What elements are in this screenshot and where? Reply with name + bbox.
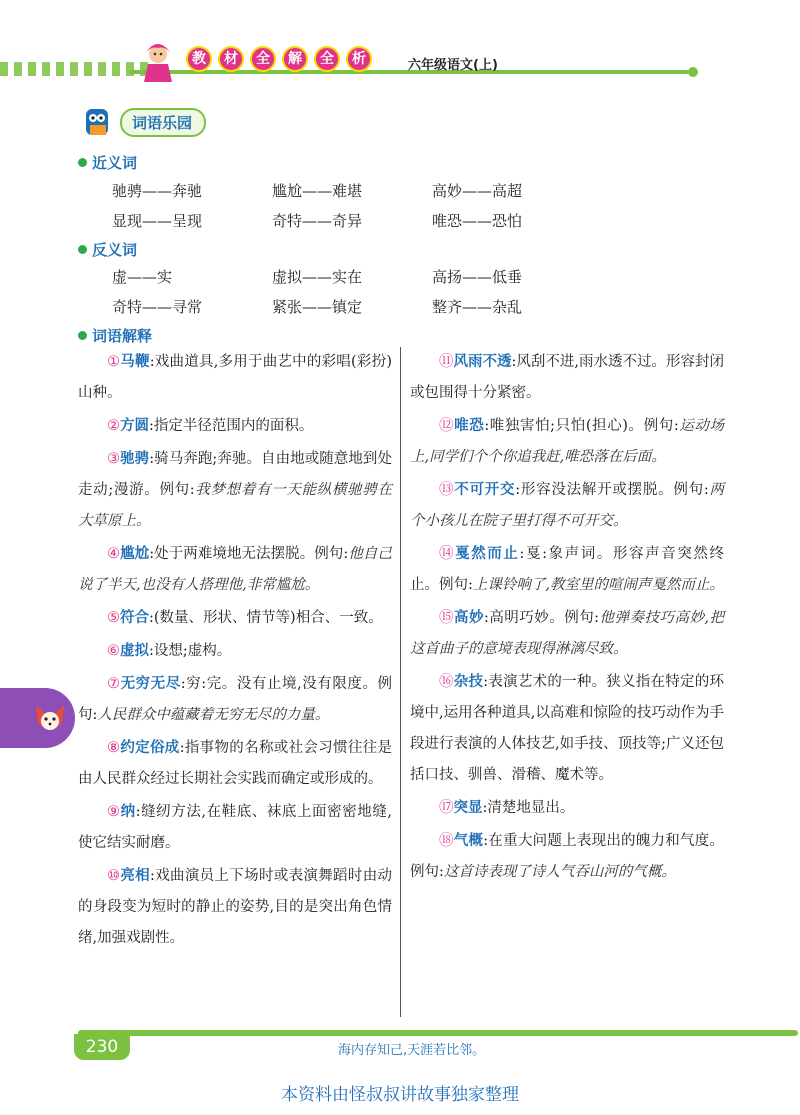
entry-definition: :设想;虚构。: [149, 643, 232, 659]
word-pair: 高妙——高超: [432, 182, 523, 200]
antonym-pairs: [112, 266, 672, 317]
entry-number: ⑫: [439, 418, 455, 434]
title-char: 解: [282, 46, 308, 72]
entry-definition: :风刮不进,雨水透不过。形容封闭或包围得十分紧密。: [410, 354, 724, 401]
word-pair: 紧张——镇定: [272, 298, 363, 316]
term-entry: [410, 475, 724, 537]
entry-example: 两个小孩儿在院子里打得不可开交。: [410, 482, 724, 529]
owl-mascot-icon: [82, 105, 116, 139]
explanations-heading-text: 词语解释: [92, 327, 153, 345]
entry-definition: :(数量、形状、情节等)相合、一致。: [149, 610, 383, 626]
grade-label: 六年级语文(上): [408, 58, 498, 73]
page-header: [0, 0, 800, 110]
title-char: 材: [218, 46, 244, 72]
entry-number: ⑨: [107, 804, 121, 820]
entry-number: ④: [107, 546, 121, 562]
word-pair: 尴尬——难堪: [272, 182, 363, 200]
entry-example: 我梦想着有一天能纵横驰骋在大草原上。: [78, 482, 392, 529]
title-char: 全: [314, 46, 340, 72]
entry-definition: :骑马奔跑;奔驰。自由地或随意地到处走动;漫游。例句:: [78, 451, 392, 498]
term-entry: [410, 603, 724, 665]
bullet-icon: [78, 158, 87, 167]
entry-number: ⑬: [439, 482, 455, 498]
term-entry: [410, 347, 724, 409]
entry-example: 人民群众中蕴藏着无穷无尽的力量。: [97, 707, 330, 723]
entry-term: 方圆: [120, 418, 149, 434]
fox-mascot-icon: [30, 697, 70, 737]
word-pair: 显现——呈现: [112, 212, 203, 230]
entry-number: ⑭: [439, 546, 456, 562]
explanations-heading: [78, 325, 152, 346]
bullet-icon: [78, 331, 87, 340]
entry-term: 虚拟: [120, 643, 149, 659]
source-credit: 本资料由怪叔叔讲故事独家整理: [281, 1085, 519, 1105]
entry-example: 他自己说了半天,也没有人搭理他,非常尴尬。: [78, 546, 392, 593]
term-entry: [78, 603, 392, 634]
antonyms-heading-text: 反义词: [92, 241, 138, 259]
synonym-pairs: [112, 180, 672, 231]
entry-term: 约定俗成: [120, 740, 180, 756]
header-rule-end-dot: [688, 67, 698, 77]
antonyms-heading: [78, 239, 137, 260]
entry-definition: :表演艺术的一种。狭义指在特定的环境中,运用各种道具,以高难和惊险的技巧动作为手段进行表演的人体技艺,如手技、顶技等;广义还包括口技、驯兽、滑稽、魔术等。: [410, 674, 725, 783]
entry-definition: :戛:象声词。形容声音突然终止。例句:: [410, 546, 725, 593]
entry-term: 符合: [120, 610, 149, 626]
entry-number: ③: [107, 451, 121, 467]
section-heading: [82, 104, 206, 140]
entry-number: ①: [107, 354, 121, 370]
term-entry: [78, 444, 392, 537]
entry-definition: :穷:完。没有止境,没有限度。例句:: [78, 676, 393, 723]
entry-term: 杂技: [453, 674, 484, 690]
entry-term: 尴尬: [120, 546, 150, 562]
entry-term: 唯恐: [454, 418, 485, 434]
footer-motto: 海内存知己,天涯若比邻。: [338, 1043, 486, 1058]
title-char: 全: [250, 46, 276, 72]
term-entry: [78, 539, 392, 601]
entry-term: 戛然而止: [455, 546, 520, 562]
entry-example: 上课铃响了,教室里的喧闹声戛然而止。: [472, 577, 724, 593]
word-pair: 高扬——低垂: [432, 268, 523, 286]
entry-term: 不可开交: [454, 482, 516, 498]
title-char: 教: [186, 46, 212, 72]
entry-term: 风雨不透: [453, 354, 512, 370]
term-entry: [78, 347, 392, 409]
entry-term: 亮相: [120, 868, 150, 884]
entry-term: 无穷无尽: [120, 676, 181, 692]
entry-number: ⑤: [107, 610, 120, 626]
term-entry: [78, 669, 392, 731]
left-column: [78, 347, 392, 956]
word-pair: 奇特——寻常: [112, 298, 203, 316]
entry-number: ⑱: [439, 833, 454, 849]
entry-definition: :指事物的名称或社会习惯往往是由人民群众经过长期社会实践而确定或形成的。: [78, 740, 393, 787]
term-entry: [410, 826, 724, 888]
entry-definition: :在重大问题上表现出的魄力和气度。例句:: [410, 833, 725, 880]
entry-definition: :唯独害怕;只怕(担心)。例句:: [484, 418, 679, 434]
book-title: [186, 46, 372, 72]
entry-example: 这首诗表现了诗人气吞山河的气概。: [443, 864, 676, 880]
term-entry: [410, 539, 724, 601]
entry-definition: :缝纫方法,在鞋底、袜底上面密密地缝,使它结实耐磨。: [78, 804, 393, 851]
page-number: 230: [74, 1034, 130, 1060]
term-entry: [78, 636, 392, 667]
section-title: 词语乐园: [120, 108, 206, 137]
word-pair: 整齐——杂乱: [432, 298, 523, 316]
entry-number: ②: [107, 418, 120, 434]
synonyms-heading-text: 近义词: [92, 154, 138, 172]
entry-term: 高妙: [453, 610, 484, 626]
term-entry: [410, 667, 724, 791]
explanations-columns: [78, 347, 728, 1027]
entry-definition: :戏曲演员上下场时或表演舞蹈时由动的身段变为短时的静止的姿势,目的是突出角色情绪,加强戏剧性。: [78, 868, 393, 946]
entry-number: ⑦: [107, 676, 121, 692]
word-pair: 虚——实: [112, 268, 173, 286]
entry-number: ⑥: [107, 643, 120, 659]
term-entry: [410, 793, 724, 824]
word-pair: 奇特——奇异: [272, 212, 363, 230]
entry-example: 他弹奏技巧高妙,把这首曲子的意境表现得淋漓尽致。: [410, 610, 725, 657]
entry-definition: :清楚地显出。: [482, 800, 575, 816]
entry-number: ⑧: [107, 740, 121, 756]
entry-number: ⑰: [439, 800, 454, 816]
term-entry: [410, 411, 724, 473]
title-char: 析: [346, 46, 372, 72]
term-entry: [78, 797, 392, 859]
term-entry: [78, 411, 392, 442]
synonyms-heading: [78, 152, 137, 173]
entry-definition: :处于两难境地无法摆脱。例句:: [149, 546, 349, 562]
entry-definition: :形容没法解开或摆脱。例句:: [515, 482, 709, 498]
entry-definition: :指定半径范围内的面积。: [149, 418, 314, 434]
term-entry: [78, 861, 392, 954]
word-pair: 虚拟——实在: [272, 268, 363, 286]
word-pair: 唯恐——恐怕: [432, 212, 523, 230]
entry-term: 突显: [453, 800, 483, 816]
term-entry: [78, 733, 392, 795]
footer-rule: [78, 1030, 798, 1036]
entry-number: ⑩: [107, 868, 121, 884]
entry-number: ⑯: [439, 674, 454, 690]
entry-term: 马鞭: [120, 354, 150, 370]
entry-term: 驰骋: [120, 451, 150, 467]
entry-example: 运动场上,同学们个个你追我赶,唯恐落在后面。: [410, 418, 725, 465]
entry-term: 气概: [453, 833, 484, 849]
girl-mascot-icon: [138, 40, 178, 84]
bullet-icon: [78, 245, 87, 254]
entry-number: ⑮: [439, 610, 454, 626]
right-column: [410, 347, 724, 890]
entry-term: 纳: [120, 804, 136, 820]
entry-number: ⑪: [439, 354, 454, 370]
column-divider: [400, 347, 401, 1017]
entry-definition: :戏曲道具,多用于曲艺中的彩唱(彩扮)山种。: [78, 354, 393, 401]
word-pair: 驰骋——奔驰: [112, 182, 203, 200]
entry-definition: :高明巧妙。例句:: [483, 610, 600, 626]
header-dot-pattern: [0, 62, 150, 76]
